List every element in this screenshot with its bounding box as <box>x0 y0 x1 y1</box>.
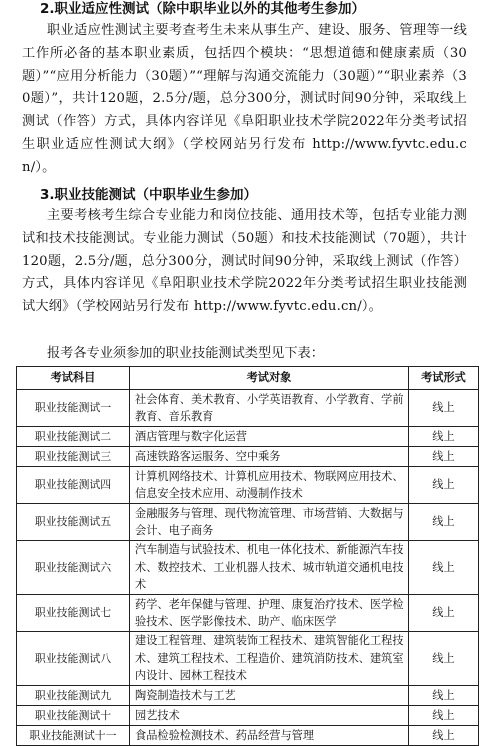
form-cell: 线上 <box>409 427 479 447</box>
target-cell: 食品检验检测技术、药品经营与管理 <box>130 726 409 746</box>
table-row <box>17 447 479 467</box>
subject-cell: 职业技能测试十一 <box>17 726 130 746</box>
target-cell: 陶瓷制造技术与工艺 <box>130 686 409 706</box>
form-cell: 线上 <box>409 706 479 726</box>
section-2-heading: 2.职业适应性测试（除中职毕业以外的其他考生参加） <box>40 1 366 17</box>
table-row <box>17 467 479 504</box>
target-cell: 汽车制造与试验技术、机电一体化技术、新能源汽车技术、数控技术、工业机器人技术、城市轨道交通机电技术 <box>130 541 409 595</box>
section-3-paragraph: 主要考核考生综合专业能力和岗位技能、通用技术等，包括专业能力测试和技术技能测试。专业能力测试（50题）和技术技能测试（70题），共计120题，2.5分/题，总分300分，测试时间90分钟，采取线上测试（作答）方式，具体内容详见《阜阳职业技术学院2022年分类考试招生职业技能测试大纲》（学校网站另行发布 http://www.fyvtc.edu.cn/）。 <box>22 208 467 315</box>
target-cell: 高速铁路客运服务、空中乘务 <box>130 447 409 467</box>
header-subject: 考试科目 <box>17 367 130 390</box>
table-row <box>17 541 479 595</box>
table-row <box>17 632 479 686</box>
subject-cell: 职业技能测试九 <box>17 686 130 706</box>
table-row <box>17 390 479 427</box>
header-target: 考试对象 <box>130 367 409 390</box>
exam-table <box>16 366 479 746</box>
subject-cell: 职业技能测试五 <box>17 504 130 541</box>
section-2-paragraph: 职业适应性测试主要考查考生未来从事生产、建设、服务、管理等一线工作所必备的基本职业素质，包括四个模块：“思想道德和健康素质（30题）”“应用分析能力（30题）”“理解与沟通交流能力（30题）”“职业素养（30题）”，共计120题，2.5分/题，总分300分，测试时间90分钟，采取线上测试（作答）方式，具体内容详见《阜阳职业技术学院2022年分类考试招生职业适应性测试大纲》（学校网站另行发布 http://www.fyvtc.edu.cn/）。 <box>22 23 467 175</box>
target-cell: 酒店管理与数字化运营 <box>130 427 409 447</box>
subject-cell: 职业技能测试四 <box>17 467 130 504</box>
table-row <box>17 706 479 726</box>
section-3-heading: 3.职业技能测试（中职毕业生参加） <box>40 187 258 203</box>
table-row <box>17 726 479 746</box>
form-cell: 线上 <box>409 632 479 686</box>
table-intro: 报考各专业须参加的职业技能测试类型见下表： <box>47 346 324 361</box>
subject-cell: 职业技能测试三 <box>17 447 130 467</box>
table-row <box>17 595 479 632</box>
target-cell: 计算机网络技术、计算机应用技术、物联网应用技术、信息安全技术应用、动漫制作技术 <box>130 467 409 504</box>
subject-cell: 职业技能测试一 <box>17 390 130 427</box>
target-cell: 社会体育、美术教育、小学英语教育、小学教育、学前教育、音乐教育 <box>130 390 409 427</box>
subject-cell: 职业技能测试八 <box>17 632 130 686</box>
subject-cell: 职业技能测试七 <box>17 595 130 632</box>
table-row <box>17 686 479 706</box>
form-cell: 线上 <box>409 504 479 541</box>
subject-cell: 职业技能测试二 <box>17 427 130 447</box>
table-row <box>17 427 479 447</box>
target-cell: 建设工程管理、建筑装饰工程技术、建筑智能化工程技术、建筑工程技术、工程造价、建筑消防技术、建筑室内设计、园林工程技术 <box>130 632 409 686</box>
header-form: 考试形式 <box>409 367 479 390</box>
subject-cell: 职业技能测试十 <box>17 706 130 726</box>
form-cell: 线上 <box>409 541 479 595</box>
table-header-row <box>17 367 479 390</box>
form-cell: 线上 <box>409 467 479 504</box>
target-cell: 园艺技术 <box>130 706 409 726</box>
table-row <box>17 504 479 541</box>
form-cell: 线上 <box>409 447 479 467</box>
form-cell: 线上 <box>409 686 479 706</box>
target-cell: 药学、老年保健与管理、护理、康复治疗技术、医学检验技术、医学影像技术、助产、临床医学 <box>130 595 409 632</box>
target-cell: 金融服务与管理、现代物流管理、市场营销、大数据与会计、电子商务 <box>130 504 409 541</box>
form-cell: 线上 <box>409 390 479 427</box>
form-cell: 线上 <box>409 595 479 632</box>
form-cell: 线上 <box>409 726 479 746</box>
subject-cell: 职业技能测试六 <box>17 541 130 595</box>
